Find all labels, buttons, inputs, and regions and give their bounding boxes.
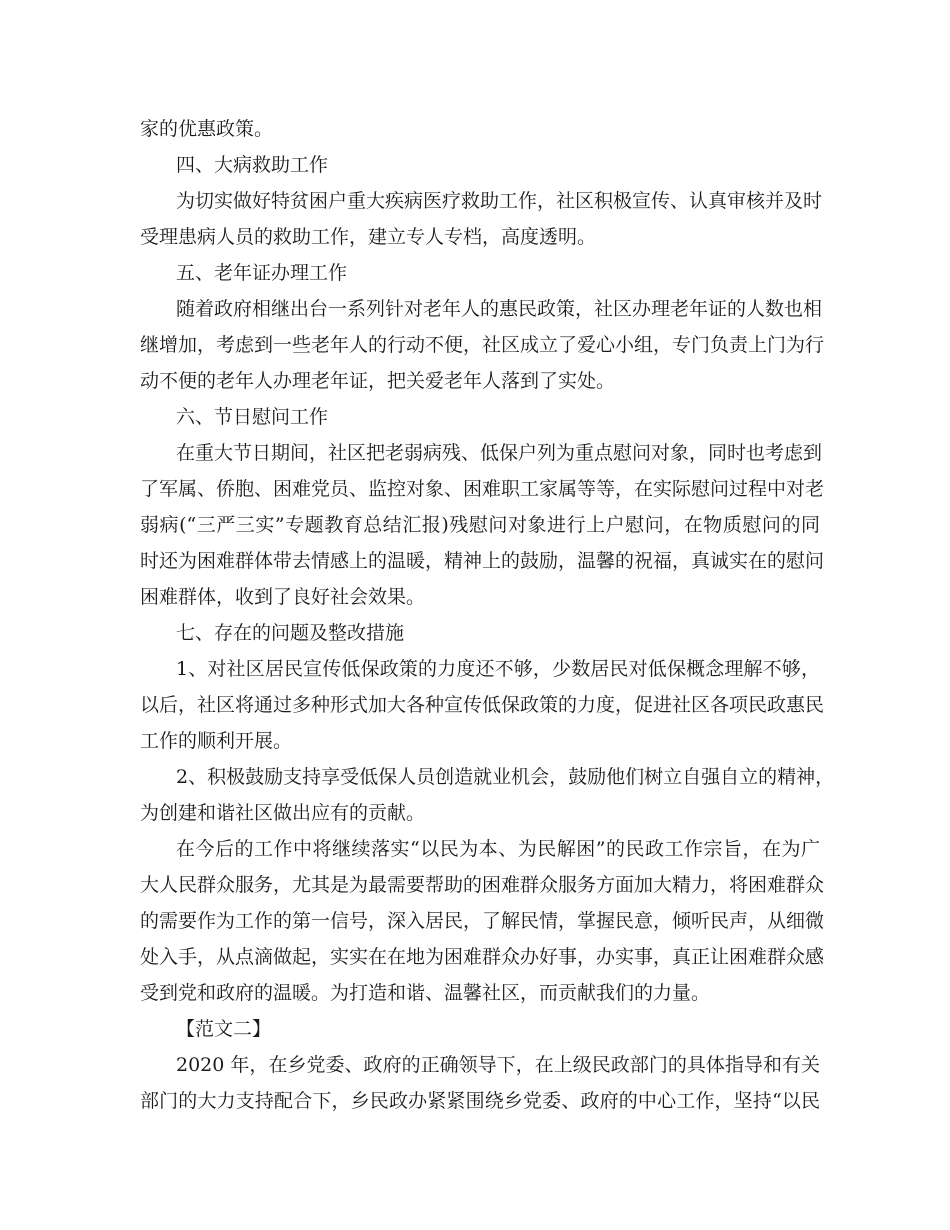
paragraph-line: 家的优惠政策。 — [140, 118, 274, 140]
paragraph-line: 了军属、侨胞、困难党员、监控对象、困难职工家属等等，在实际慰问过程中对老 — [140, 478, 825, 500]
paragraph-line: 处入手，从点滴做起，实实在在地为困难群众办好事，办实事，真正让困难群众感 — [140, 946, 825, 968]
paragraph-line: 随着政府相继出台一系列针对老年人的惠民政策，社区办理老年证的人数也相 — [176, 298, 823, 320]
section-heading: 五、老年证办理工作 — [176, 262, 348, 284]
section-heading: 七、存在的问题及整改措施 — [176, 622, 405, 644]
paragraph-line: 大人民群众服务，尤其是为最需要帮助的困难群众服务方面加大精力，将困难群众 — [140, 874, 825, 896]
paragraph-line: 2、积极鼓励支持享受低保人员创造就业机会，鼓励他们树立自强自立的精神， — [176, 766, 835, 788]
paragraph-line: 部门的大力支持配合下，乡民政办紧紧围绕乡党委、政府的中心工作，坚持“以民 — [140, 1090, 820, 1112]
paragraph-line: 受理患病人员的救助工作，建立专人专档，高度透明。 — [140, 226, 597, 248]
paragraph-line: 受到党和政府的温暖。为打造和谐、温馨社区，而贡献我们的力量。 — [140, 982, 711, 1004]
paragraph-line: 为切实做好特贫困户重大疾病医疗救助工作，社区积极宣传、认真审核并及时 — [176, 190, 823, 212]
paragraph-line: 弱病(“三严三实”专题教育总结汇报)残慰问对象进行上户慰问，在物质慰问的同 — [140, 514, 820, 536]
paragraph-line: 在今后的工作中将继续落实“以民为本、为民解困”的民政工作宗旨，在为广 — [176, 838, 820, 860]
section-heading: 六、节日慰问工作 — [176, 406, 329, 428]
paragraph-line: 时还为困难群体带去情感上的温暖，精神上的鼓励，温馨的祝福，真诚实在的慰问 — [140, 550, 825, 572]
paragraph-line: 继增加，考虑到一些老年人的行动不便，社区成立了爱心小组，专门负责上门为行 — [140, 334, 825, 356]
paragraph-line: 为创建和谐社区做出应有的贡献。 — [140, 802, 426, 824]
paragraph-line: 困难群体，收到了良好社会效果。 — [140, 586, 426, 608]
paragraph-line: 的需要作为工作的第一信号，深入居民，了解民情，掌握民意，倾听民声，从细微 — [140, 910, 825, 932]
paragraph-line: 工作的顺利开展。 — [140, 730, 293, 752]
paragraph-line: 1、对社区居民宣传低保政策的力度还不够，少数居民对低保概念理解不够， — [176, 658, 820, 680]
paragraph-line: 在重大节日期间，社区把老弱病残、低保户列为重点慰问对象，同时也考虑到 — [176, 442, 823, 464]
paragraph-line: 2020 年，在乡党委、政府的正确领导下，在上级民政部门的具体指导和有关 — [176, 1054, 820, 1076]
section-heading: 【范文二】 — [176, 1018, 272, 1040]
paragraph-line: 动不便的老年人办理老年证，把关爱老年人落到了实处。 — [140, 370, 616, 392]
paragraph-line: 以后，社区将通过多种形式加大各种宣传低保政策的力度，促进社区各项民政惠民 — [140, 694, 825, 716]
section-heading: 四、大病救助工作 — [176, 154, 329, 176]
